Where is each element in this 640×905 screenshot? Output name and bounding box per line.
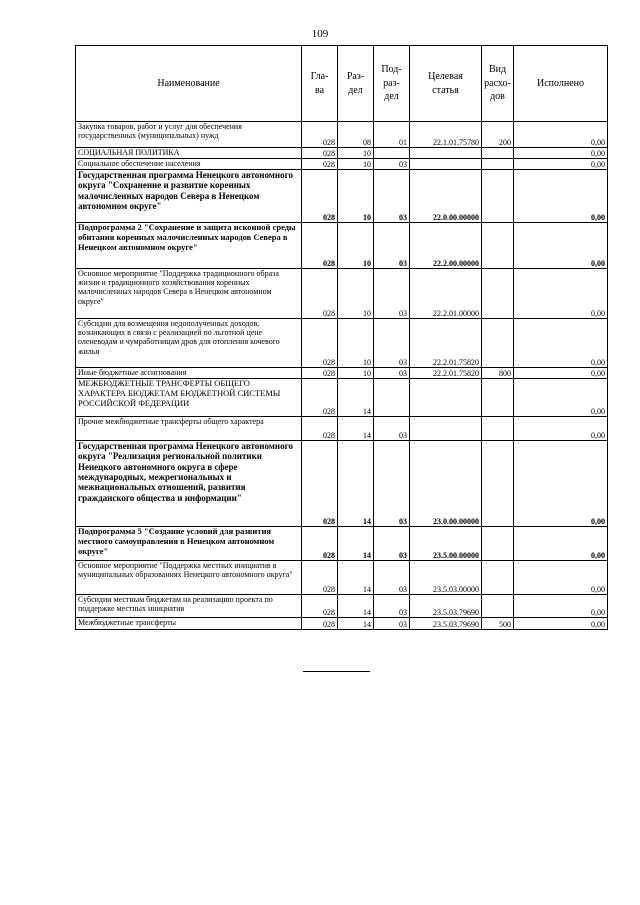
row-ispolneno: 0,00 [514, 527, 608, 561]
row-razdel: 10 [338, 269, 374, 319]
row-razdel: 14 [338, 618, 374, 630]
row-name: Социальное обеспечение населения [76, 159, 302, 170]
row-podrazdel: 03 [374, 527, 410, 561]
row-celevaya: 23.5.00.00000 [410, 527, 482, 561]
row-ispolneno: 0,00 [514, 561, 608, 595]
row-ispolneno: 0,00 [514, 595, 608, 618]
row-podrazdel: 03 [374, 441, 410, 527]
row-razdel: 10 [338, 223, 374, 269]
row-ispolneno: 0,00 [514, 170, 608, 223]
table-row [76, 527, 608, 561]
row-glava: 028 [302, 159, 338, 170]
table-row [76, 595, 608, 618]
row-glava: 028 [302, 170, 338, 223]
row-podrazdel: 03 [374, 561, 410, 595]
row-name: Подпрограмма 2 "Сохранение и защита исконной среды обитания коренных малочисленных народов Севера в Ненецком автономном округе" [76, 223, 302, 269]
row-glava: 028 [302, 379, 338, 417]
row-glava: 028 [302, 561, 338, 595]
row-name: Иные бюджетные ассигнования [76, 368, 302, 379]
row-vid [482, 170, 514, 223]
table-row [76, 618, 608, 630]
row-celevaya: 22.2.01.00000 [410, 269, 482, 319]
table-row [76, 379, 608, 417]
row-podrazdel: 03 [374, 269, 410, 319]
row-celevaya: 22.1.01.75780 [410, 122, 482, 148]
row-ispolneno: 0,00 [514, 159, 608, 170]
separator-line [303, 671, 370, 672]
row-vid [482, 595, 514, 618]
row-glava: 028 [302, 618, 338, 630]
header-razdel: Раз- дел [338, 46, 374, 122]
table-header-row [76, 46, 608, 122]
row-glava: 028 [302, 319, 338, 368]
row-name: Субсидии местным бюджетам на реализацию проекта по поддержке местных инициатив [76, 595, 302, 618]
row-podrazdel: 03 [374, 170, 410, 223]
row-celevaya: 23.5.03.79690 [410, 595, 482, 618]
header-name: Наименование [76, 46, 302, 122]
row-glava: 028 [302, 417, 338, 441]
row-podrazdel: 03 [374, 368, 410, 379]
row-ispolneno: 0,00 [514, 441, 608, 527]
row-vid: 800 [482, 368, 514, 379]
row-podrazdel [374, 379, 410, 417]
row-vid [482, 319, 514, 368]
row-ispolneno: 0,00 [514, 379, 608, 417]
row-celevaya: 22.0.00.00000 [410, 170, 482, 223]
row-ispolneno: 0,00 [514, 269, 608, 319]
row-name: Межбюджетные трансферты [76, 618, 302, 630]
row-razdel: 14 [338, 561, 374, 595]
row-celevaya [410, 417, 482, 441]
header-vid-rashodov: Вид расхо- дов [482, 46, 514, 122]
row-ispolneno: 0,00 [514, 223, 608, 269]
header-ispolneno: Исполнено [514, 46, 608, 122]
row-razdel: 10 [338, 368, 374, 379]
row-podrazdel: 01 [374, 122, 410, 148]
table-row [76, 561, 608, 595]
row-vid [482, 379, 514, 417]
row-name: СОЦИАЛЬНАЯ ПОЛИТИКА [76, 148, 302, 159]
row-vid [482, 159, 514, 170]
row-glava: 028 [302, 441, 338, 527]
row-celevaya [410, 159, 482, 170]
row-celevaya [410, 148, 482, 159]
row-glava: 028 [302, 122, 338, 148]
row-vid [482, 441, 514, 527]
row-name: Закупка товаров, работ и услуг для обеспечения государственных (муниципальных) нужд [76, 122, 302, 148]
row-razdel: 14 [338, 595, 374, 618]
table-row [76, 122, 608, 148]
row-ispolneno: 0,00 [514, 319, 608, 368]
row-razdel: 08 [338, 122, 374, 148]
row-name: МЕЖБЮДЖЕТНЫЕ ТРАНСФЕРТЫ ОБЩЕГО ХАРАКТЕРА БЮДЖЕТАМ БЮДЖЕТНОЙ СИСТЕМЫ РОССИЙСКОЙ ФЕДЕРАЦИИ [76, 379, 302, 417]
row-vid [482, 148, 514, 159]
row-ispolneno: 0,00 [514, 417, 608, 441]
row-celevaya [410, 379, 482, 417]
header-podrazdel: Под- раз- дел [374, 46, 410, 122]
row-podrazdel: 03 [374, 319, 410, 368]
row-razdel: 14 [338, 379, 374, 417]
row-glava: 028 [302, 223, 338, 269]
row-name: Государственная программа Ненецкого автономного округа "Реализация региональной политики Ненецкого автономного округа в сфере международных, межрегиональных и межнациональных отношений, развития гражданского общества и информации" [76, 441, 302, 527]
row-razdel: 10 [338, 170, 374, 223]
table-row [76, 441, 608, 527]
row-celevaya: 23.5.03.79690 [410, 618, 482, 630]
table-row [76, 319, 608, 368]
row-razdel: 14 [338, 417, 374, 441]
row-podrazdel: 03 [374, 595, 410, 618]
row-glava: 028 [302, 595, 338, 618]
row-ispolneno: 0,00 [514, 618, 608, 630]
row-name: Государственная программа Ненецкого автономного округа "Сохранение и развитие коренных малочисленных народов Севера в Ненецком автономном округе" [76, 170, 302, 223]
table-row [76, 170, 608, 223]
row-vid [482, 527, 514, 561]
row-glava: 028 [302, 527, 338, 561]
row-name: Субсидии для возмещения недополученных доходов, возникающих в связи с реализацией по льготной цене оленеводам и чумработницам дров для отопления кочевого жилья [76, 319, 302, 368]
row-vid [482, 417, 514, 441]
row-razdel: 10 [338, 159, 374, 170]
row-celevaya: 23.0.00.00000 [410, 441, 482, 527]
row-celevaya: 23.5.03.00000 [410, 561, 482, 595]
row-podrazdel: 03 [374, 159, 410, 170]
header-glava: Гла- ва [302, 46, 338, 122]
row-glava: 028 [302, 368, 338, 379]
row-razdel: 14 [338, 527, 374, 561]
row-podrazdel: 03 [374, 417, 410, 441]
table-row [76, 159, 608, 170]
row-vid: 500 [482, 618, 514, 630]
table-row [76, 368, 608, 379]
row-razdel: 14 [338, 441, 374, 527]
row-podrazdel: 03 [374, 223, 410, 269]
row-razdel: 10 [338, 148, 374, 159]
header-celevaya-statya: Целевая статья [410, 46, 482, 122]
row-glava: 028 [302, 148, 338, 159]
row-name: Основное мероприятие "Поддержка местных инициатив в муниципальных образованиях Ненецкого автономного округа" [76, 561, 302, 595]
row-vid [482, 223, 514, 269]
row-celevaya: 22.2.01.75820 [410, 319, 482, 368]
row-name: Подпрограмма 5 "Создание условий для развития местного самоуправления в Ненецком автономном округе" [76, 527, 302, 561]
table-row [76, 417, 608, 441]
row-ispolneno: 0,00 [514, 148, 608, 159]
row-ispolneno: 0,00 [514, 368, 608, 379]
row-vid: 200 [482, 122, 514, 148]
page-number: 109 [311, 28, 329, 40]
row-name: Основное мероприятие "Поддержка традиционного образа жизни и традиционного хозяйствования коренных малочисленных народов Севера в Ненецком автономном округе" [76, 269, 302, 319]
table-row [76, 148, 608, 159]
row-ispolneno: 0,00 [514, 122, 608, 148]
row-celevaya: 22.2.00.00000 [410, 223, 482, 269]
row-glava: 028 [302, 269, 338, 319]
row-vid [482, 269, 514, 319]
row-podrazdel: 03 [374, 618, 410, 630]
budget-table [75, 45, 608, 630]
row-celevaya: 22.2.01.75820 [410, 368, 482, 379]
row-vid [482, 561, 514, 595]
table-row [76, 269, 608, 319]
table-row [76, 223, 608, 269]
row-name: Прочие межбюджетные трансферты общего характера [76, 417, 302, 441]
row-podrazdel [374, 148, 410, 159]
row-razdel: 10 [338, 319, 374, 368]
